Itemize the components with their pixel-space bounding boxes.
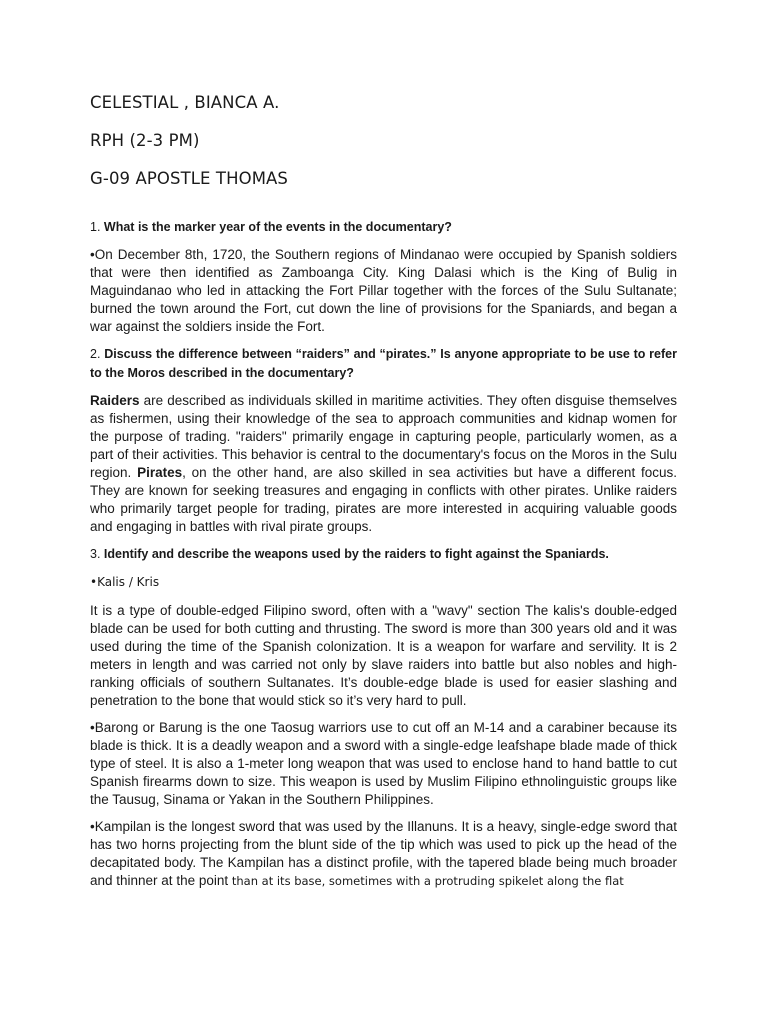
- answer-2: [90, 392, 677, 536]
- answer-2-part1: are described as individuals skilled in maritime activities. They often disguise themselves as fishermen, using their knowledge of the sea to approach communities and kidnap women for the purpose of trading. "raiders" primarily engage in capturing people, particularly women, as a part of their activities. This behavior is central to the documentary's focus on the Moros in the Sulu region.: [90, 393, 677, 480]
- class-schedule: RPH (2-3 PM): [90, 131, 200, 150]
- question-2-text: Discuss the difference between “raiders” and “pirates.” Is anyone appropriate to be use to refer to the Moros described in the documentary?: [90, 347, 677, 380]
- question-3: [90, 545, 677, 564]
- pirates-term: Pirates: [137, 465, 183, 480]
- student-name: CELESTIAL , BIANCA A.: [90, 93, 280, 112]
- weapon-kalis-description: It is a type of double-edged Filipino sword, often with a "wavy" section The kalis's double-edged blade can be used for both cutting and thrusting. The sword is more than 300 years old and it was used during the time of the Spanish colonization. It is a weapon for warfare and servility. It is 2 meters in length and was carried not only by slave raiders into battle but also nobles and high-ranking officials of southern Sultanates. It’s double-edge blade is used for easier slashing and penetration to the bone that would stick so it’s very hard to pull.: [90, 603, 677, 708]
- question-2: [90, 345, 677, 383]
- student-section: G-09 APOSTLE THOMAS: [90, 169, 288, 188]
- raiders-term: Raiders: [90, 393, 140, 408]
- weapon-barong-description: •Barong or Barung is the one Taosug warriors use to cut off an M-14 and a carabiner because its blade is thick. It is a deadly weapon and a sword with a single-edge leafshape blade made of thick type of steel. It is also a 1-meter long weapon that was used to enclose hand to hand battle to cut Spanish firearms down to size. This weapon is used by Muslim Filipino ethnolinguistic groups like the Tausug, Sinama or Yakan in the Southern Philippines.: [90, 720, 677, 807]
- weapon-kampilan-tail: than at its base, sometimes with a protruding spikelet along the flat: [231, 874, 624, 888]
- document-page: [90, 92, 677, 899]
- answer-2-part2: , on the other hand, are also skilled in sea activities but have a different focus. They are known for seeking treasures and engaging in conflicts with other pirates. Unlike raiders who primarily target people for trading, pirates are more interested in acquiring valuable goods and engaging in battles with rival pirate groups.: [90, 465, 678, 534]
- question-1-number: 1.: [90, 220, 101, 234]
- weapon-kampilan-description: [90, 818, 677, 890]
- question-1-text: What is the marker year of the events in the documentary?: [103, 220, 452, 234]
- question-1: [90, 218, 677, 237]
- weapon-kalis-title: •Kalis / Kris: [90, 575, 160, 589]
- weapon-kampilan-text: •Kampilan is the longest sword that was used by the Illanuns. It is a heavy, single-edge sword that has two horns projecting from the blunt side of the tip which was used to pick up the head of the decapitated body. The Kampilan has a distinct profile, with the tapered blade being much broader and thinner at the point: [90, 819, 677, 888]
- question-3-text: Identify and describe the weapons used by the raiders to fight against the Spaniards.: [103, 547, 609, 561]
- answer-1: •On December 8th, 1720, the Southern regions of Mindanao were occupied by Spanish soldiers that were then identified as Zamboanga City. King Dalasi which is the King of Bulig in Maguindanao who led in attacking the Fort Pillar together with the forces of the Sulu Sultanate; burned the town around the Fort, cut down the line of provisions for the Spaniards, and began a war against the soldiers inside the Fort.: [90, 247, 677, 334]
- question-3-number: 3.: [90, 547, 101, 561]
- question-2-number: 2.: [90, 347, 101, 361]
